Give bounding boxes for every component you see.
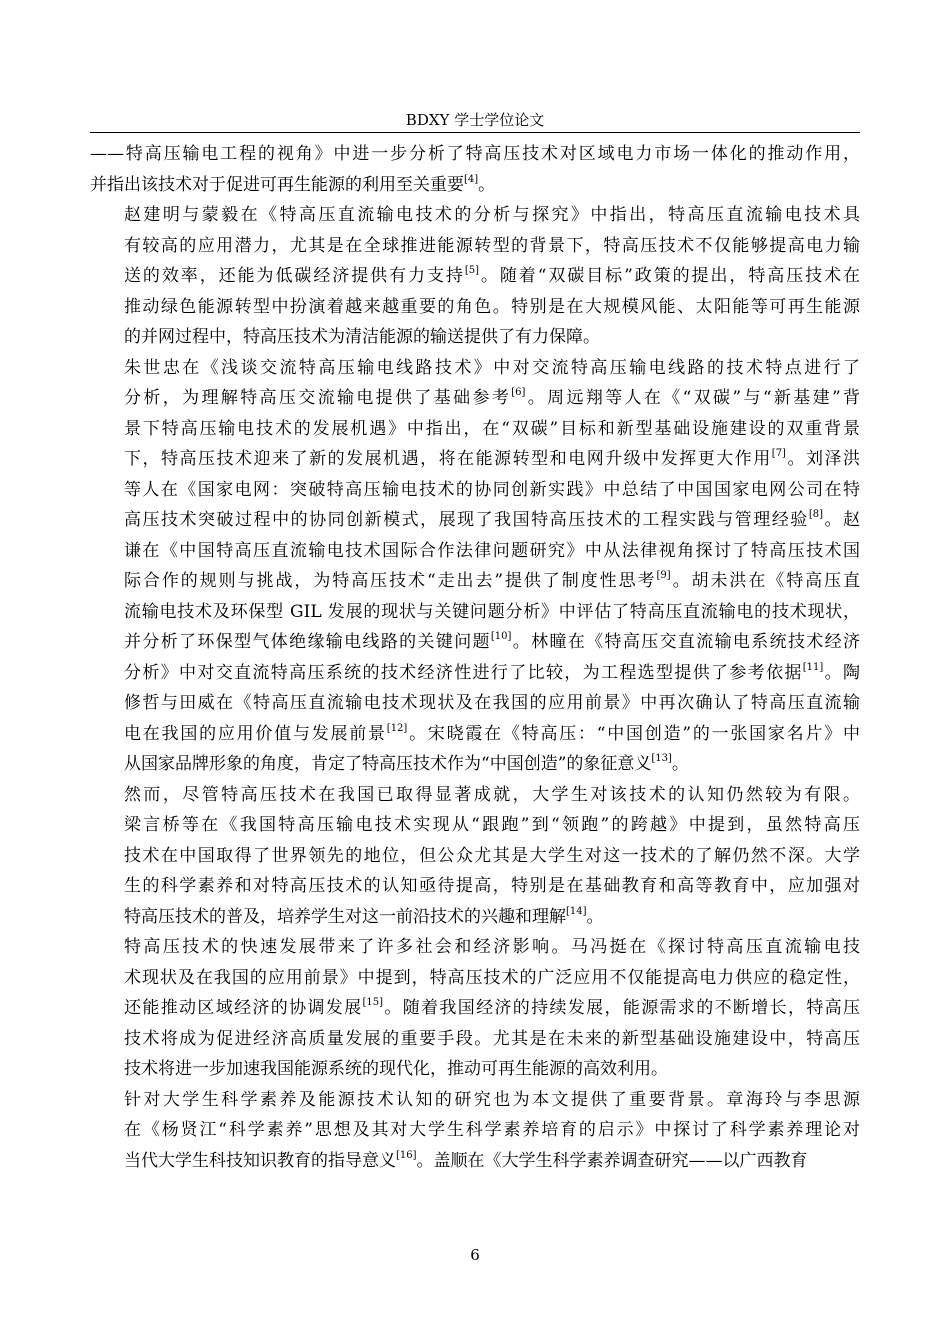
paragraph bbox=[90, 1085, 860, 1177]
text-segment: 特高压技术的普及，培养学生对这一前沿技术的兴趣和理解 bbox=[124, 906, 566, 927]
text-line bbox=[90, 719, 860, 750]
text-segment: 修哲与田威在《特高压直流输电技术现状及在我国的应用前景》中再次确认了特高压直流输 bbox=[124, 693, 860, 713]
text-segment: 还能推动区域经济的协调发展 bbox=[124, 998, 363, 1018]
citation-marker: [8] bbox=[808, 509, 823, 520]
text-segment: 。周远翔等人在《“双碳”与“新基建”背 bbox=[525, 388, 860, 408]
text-line bbox=[90, 963, 860, 994]
text-segment: 电在我国的应用价值与发展前景 bbox=[124, 723, 387, 744]
text-line bbox=[90, 688, 860, 719]
text-segment: 特高压技术的快速发展带来了许多社会和经济影响。马冯挺在《探讨特高压直流输电技 bbox=[124, 937, 860, 957]
text-line bbox=[90, 292, 860, 323]
text-line bbox=[90, 475, 860, 506]
text-segment: 技术将进一步加速我国能源系统的现代化，推动可再生能源的高效利用。 bbox=[124, 1059, 668, 1079]
text-segment: 的并网过程中，特高压技术为清洁能源的输送提供了有力保障。 bbox=[124, 327, 600, 347]
page-number: 6 bbox=[470, 1246, 480, 1264]
text-line bbox=[90, 1115, 860, 1146]
text-segment: 并指出该技术对于促进可再生能源的利用至关重要 bbox=[90, 174, 464, 195]
text-line bbox=[90, 1085, 860, 1116]
header-title: BDXY 学士学位论文 bbox=[405, 111, 545, 129]
text-line bbox=[90, 1146, 860, 1177]
text-line bbox=[90, 505, 860, 536]
text-line bbox=[90, 597, 860, 628]
text-line bbox=[90, 322, 860, 353]
text-line bbox=[90, 810, 860, 841]
text-segment: ——特高压输电工程的视角》中进一步分析了特高压技术对区域电力市场一体化的推动作用， bbox=[90, 144, 860, 164]
paragraph bbox=[90, 932, 860, 1085]
text-segment: 等人在《国家电网：突破特高压输电技术的协同创新实践》中总结了中国国家电网公司在特 bbox=[124, 479, 860, 500]
text-line bbox=[90, 139, 860, 170]
text-segment: 送的效率，还能为低碳经济提供有力支持 bbox=[124, 266, 465, 286]
citation-marker: [6] bbox=[511, 387, 526, 398]
paragraph bbox=[90, 780, 860, 933]
text-line bbox=[90, 536, 860, 567]
text-line bbox=[90, 871, 860, 902]
text-segment: 高压技术突破过程中的协同创新模式，展现了我国特高压技术的工程实践与管理经验 bbox=[124, 510, 809, 530]
text-segment: 。随着我国经济的持续发展，能源需求的不断增长，特高压 bbox=[383, 998, 860, 1018]
text-segment: 。赵 bbox=[822, 510, 860, 530]
text-segment: 。 bbox=[671, 754, 689, 774]
text-line bbox=[90, 749, 860, 780]
text-segment: 景下特高压输电技术的发展机遇》中指出，在“双碳”目标和新型基础设施建设的双重背景 bbox=[124, 418, 860, 439]
text-line bbox=[90, 200, 860, 231]
text-line bbox=[90, 993, 860, 1024]
text-segment: 推动绿色能源转型中扮演着越来越重要的角色。特别是在大规模风能、太阳能等可再生能源 bbox=[124, 296, 860, 317]
text-line bbox=[90, 780, 860, 811]
text-line bbox=[90, 566, 860, 597]
text-segment: 。 bbox=[478, 174, 496, 195]
text-segment: 。林瞳在《特高压交直流输电系统技术经济 bbox=[511, 632, 860, 652]
text-line bbox=[90, 231, 860, 262]
citation-marker: [14] bbox=[566, 905, 587, 917]
citation-marker: [12] bbox=[386, 722, 408, 734]
text-segment: 技术在中国取得了世界领先的地位，但公众尤其是大学生对这一技术的了解仍然不深。大学 bbox=[124, 845, 860, 866]
text-segment: 。宋晓霞在《特高压：“中国创造”的一张国家名片》中 bbox=[407, 723, 860, 744]
text-segment: 当代大学生科技知识教育的指导意义 bbox=[124, 1150, 396, 1171]
header-divider bbox=[90, 132, 860, 133]
citation-marker: [4] bbox=[464, 173, 479, 185]
text-segment: 术现状及在我国的应用前景》中提到，特高压技术的广泛应用不仅能提高电力供应的稳定性， bbox=[124, 967, 860, 988]
text-line bbox=[90, 932, 860, 963]
text-line bbox=[90, 353, 860, 384]
citation-marker: [10] bbox=[490, 631, 512, 642]
text-segment: 生的科学素养和对特高压技术的认知亟待提高，特别是在基础教育和高等教育中，应加强对 bbox=[124, 876, 860, 896]
text-segment: 赵建明与蒙毅在《特高压直流输电技术的分析与探究》中指出，特高压直流输电技术具 bbox=[124, 205, 860, 225]
citation-marker: [15] bbox=[362, 997, 384, 1008]
paragraph bbox=[90, 353, 860, 780]
citation-marker: [5] bbox=[464, 265, 479, 276]
text-segment: 。胡未洪在《特高压直 bbox=[670, 571, 860, 591]
text-segment: 并分析了环保型气体绝缘输电线路的关键问题 bbox=[124, 632, 491, 652]
text-line bbox=[90, 1024, 860, 1055]
text-segment: 。盖顺在《大学生科学素养调查研究——以广西教育 bbox=[416, 1150, 808, 1171]
text-line bbox=[90, 170, 860, 201]
text-segment: 际合作的规则与挑战，为特高压技术“走出去”提供了制度性思考 bbox=[124, 571, 657, 591]
text-segment: 然而，尽管特高压技术在我国已取得显著成就，大学生对该技术的认知仍然较为有限。 bbox=[124, 784, 860, 805]
text-segment: 从国家品牌形象的角度，肯定了特高压技术作为“中国创造”的象征意义 bbox=[124, 754, 652, 774]
citation-marker: [11] bbox=[802, 661, 824, 673]
text-segment: 技术将成为促进经济高质量发展的重要手段。尤其是在未来的新型基础设施建设中，特高压 bbox=[124, 1028, 860, 1049]
text-segment: 分析》中对交直流特高压系统的技术经济性进行了比较，为工程选型提供了参考依据 bbox=[124, 662, 803, 683]
text-segment: 朱世忠在《浅谈交流特高压输电线路技术》中对交流特高压输电线路的技术特点进行了 bbox=[124, 357, 860, 378]
citation-marker: [7] bbox=[771, 448, 786, 459]
citation-marker: [9] bbox=[656, 570, 671, 581]
text-segment: 在《杨贤江“科学素养”思想及其对大学生科学素养培育的启示》中探讨了科学素养理论对 bbox=[124, 1120, 860, 1140]
text-segment: 有较高的应用潜力，尤其是在全球推进能源转型的背景下，特高压技术不仅能够提高电力输 bbox=[124, 235, 860, 256]
text-segment: 流输电技术及环保型 GIL 发展的现状与关键问题分析》中评估了特高压直流输电的技术现状， bbox=[124, 601, 860, 622]
text-line bbox=[90, 658, 860, 689]
text-segment: 梁言桥等在《我国特高压输电技术实现从“跟跑”到“领跑”的跨越》中提到，虽然特高压 bbox=[124, 815, 860, 835]
body-text bbox=[90, 139, 860, 1176]
text-line bbox=[90, 841, 860, 872]
text-segment: 。刘泽洪 bbox=[785, 449, 860, 469]
text-line bbox=[90, 414, 860, 445]
text-line bbox=[90, 444, 860, 475]
text-segment: 分析，为理解特高压交流输电提供了基础参考 bbox=[124, 388, 512, 408]
text-line bbox=[90, 261, 860, 292]
text-line bbox=[90, 1054, 860, 1085]
text-line bbox=[90, 383, 860, 414]
text-segment: 谦在《中国特高压直流输电技术国际合作法律问题研究》中从法律视角探讨了特高压技术国 bbox=[124, 540, 860, 561]
text-segment: 下，特高压技术迎来了新的发展机遇，将在能源转型和电网升级中发挥更大作用 bbox=[124, 449, 772, 469]
text-segment: 。随着“双碳目标”政策的提出，特高压技术在 bbox=[479, 266, 860, 286]
text-segment: 。 bbox=[586, 906, 604, 927]
text-line bbox=[90, 627, 860, 658]
paragraph bbox=[90, 139, 860, 200]
text-segment: 针对大学生科学素养及能源技术认知的研究也为本文提供了重要背景。章海玲与李思源 bbox=[124, 1089, 860, 1110]
text-line bbox=[90, 902, 860, 933]
citation-marker: [13] bbox=[651, 753, 672, 764]
citation-marker: [16] bbox=[396, 1149, 417, 1161]
text-segment: 。陶 bbox=[823, 662, 860, 683]
paragraph bbox=[90, 200, 860, 353]
